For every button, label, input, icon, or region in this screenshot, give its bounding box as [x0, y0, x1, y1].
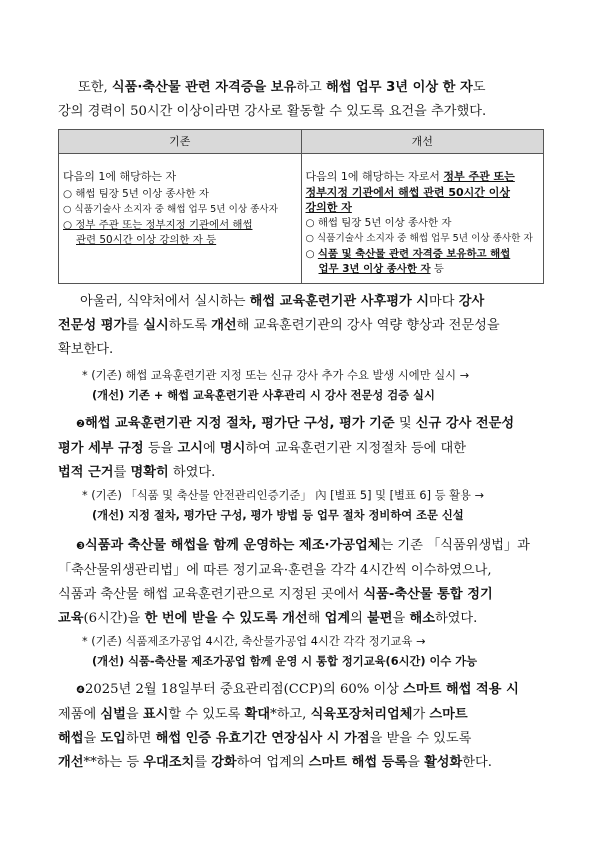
p5-bold: 표시	[142, 707, 169, 722]
p2-text: 확보한다.	[58, 342, 114, 357]
p5-bold: 해썹 인증 유효기간 연장심사 시 가점	[155, 731, 370, 746]
intro-line-2: 강의 경력이 50시간 이상이라면 강사로 활동할 수 있도록 요건을 추가했다.	[58, 104, 487, 119]
p5-bold: 도입	[100, 731, 126, 746]
p2-text: 아울러, 식약처에서 실시하는	[80, 294, 250, 309]
p5-text: 하면	[125, 731, 156, 746]
table-header-after: 개선	[301, 130, 544, 154]
after-title-bold: 정부 주관 또는	[443, 170, 515, 183]
p5-bold: 확대	[244, 707, 271, 722]
p2-bold: 실시	[143, 318, 169, 333]
p5-text: 제품에	[58, 707, 101, 722]
p3-bold: 법적 근거	[58, 465, 114, 480]
p3-text: 등을	[143, 441, 178, 456]
p4-bold: 해소	[409, 611, 435, 626]
p3-text: 및	[394, 416, 416, 431]
p4-text: 을	[392, 611, 410, 626]
p5-text: 하여 업계의	[236, 755, 309, 770]
note-line: (개선) 기존 + 해썹 교육훈련기관 사후관리 시 강사 전문성 검증 실시	[92, 389, 435, 402]
intro-bold: 식품·축산물 관련 자격증을 보유	[111, 80, 297, 95]
intro-bold: 해썹 업무 3년 이상 한 자	[325, 80, 473, 95]
p3-bold: 해썹 교육훈련기관 지정 절차, 평가단 구성, 평가 기준	[84, 416, 395, 431]
p4-bold: 불편	[367, 611, 393, 626]
paragraph-2	[58, 290, 544, 362]
table-header-before: 기존	[59, 130, 302, 154]
p4-bold: 한 번에 받을 수 있도록 개선	[144, 611, 308, 626]
note-3	[82, 632, 542, 672]
p3-text: 하였다.	[168, 465, 216, 480]
intro-text: 하고	[296, 80, 326, 95]
intro-paragraph	[58, 76, 544, 124]
p5-bold: 심벌	[100, 707, 126, 722]
p3-bold: 명시	[219, 441, 246, 456]
after-title-bold: 정부지정 기관에서 해썹 관련 50시간 이상	[305, 185, 510, 199]
paragraph-5	[58, 678, 544, 775]
p5-bold: 강화	[211, 755, 237, 770]
note-line: (개선) 식품-축산물 제조가공업 함께 운영 시 통합 정기교육(6시간) 이수 가능	[92, 655, 478, 668]
note-1	[82, 366, 542, 406]
note-line: * (기존) 해썹 교육훈련기관 지정 또는 신규 강사 추가 수요 발생 시에만 실시 →	[82, 369, 470, 382]
note-line: (개선) 지정 절차, 평가단 구성, 평가 방법 등 업무 절차 정비하여 조문 신설	[92, 509, 464, 522]
p5-text: *하고,	[270, 707, 311, 722]
before-item: ○ 해썹 팀장 5년 이상 종사한 자	[63, 187, 209, 200]
p5-text: 을	[83, 731, 101, 746]
p4-text: (6시간)을	[83, 611, 145, 626]
p5-text: 가	[412, 707, 430, 722]
p3-text: 하여 교육훈련기관 지정절차 등에 대한	[245, 441, 466, 456]
p2-bold: 전문성 평가	[58, 318, 127, 333]
p3-bold: 고시	[177, 441, 203, 456]
note-line: * (기존) 식품제조가공업 4시간, 축산물가공업 4시간 각각 정기교육 →	[82, 635, 426, 648]
p5-text: 를	[194, 755, 212, 770]
p2-bold: 해썹 교육훈련기관 사후평가 시	[249, 294, 430, 309]
p4-text: 하였다.	[434, 611, 478, 626]
after-item: ○	[305, 247, 318, 260]
p2-text: 하도록	[168, 318, 212, 333]
p2-bold: 개선	[211, 318, 237, 333]
after-item: ○ 식품기술사 소지자 중 해썹 업무 5년 이상 종사한 자	[305, 233, 533, 244]
p5-text: 을 받을 수 있도록	[369, 731, 472, 746]
before-item: ○ 식품기술사 소지자 중 해썹 업무 5년 이상 종사자	[63, 204, 278, 215]
p4-text: 의	[350, 611, 368, 626]
before-item: 관련 50시간 이상 강의한 자 등	[76, 234, 217, 246]
p2-bold: 강사	[458, 294, 485, 309]
p5-text: **하는 등	[83, 755, 144, 770]
number-marker: ❹	[76, 685, 85, 696]
p5-text: 한다.	[462, 755, 492, 770]
before-title: 다음의 1에 해당하는 자	[63, 170, 177, 183]
p3-bold: 신규 강사 전문성	[415, 416, 515, 431]
after-item: 등	[430, 263, 444, 275]
paragraph-3	[58, 412, 544, 485]
note-line: * (기존) 「식품 및 축산물 안전관리인증기준」 內 [별표 5] 및 [별표 6] 등 활용 →	[82, 489, 485, 502]
p5-bold: 활성화	[424, 755, 463, 770]
p5-text: 을	[407, 755, 425, 770]
before-item: ○ 정부 주관 또는 정부지정 기관에서 해썹	[63, 218, 253, 231]
table-cell-after	[301, 154, 544, 284]
p5-bold: 스마트 해썹 적용 시	[403, 682, 519, 697]
p2-text: 를	[126, 318, 144, 333]
p2-text: 해 교육훈련기관의 강사 역량 향상과 전문성을	[236, 318, 500, 333]
after-title-bold: 강의한 자	[305, 201, 352, 214]
p4-text: 「축산물위생관리법」에 따른 정기교육·훈련을 각각 4시간씩 이수하였으나,	[58, 563, 492, 578]
number-marker: ❸	[76, 541, 85, 552]
p4-bold: 식품과 축산물 해썹을 함께 운영하는 제조·가공업체	[84, 538, 381, 553]
p4-text: 해	[307, 611, 325, 626]
p3-text: 에	[202, 441, 220, 456]
paragraph-4	[58, 534, 544, 631]
intro-text: 도	[472, 80, 486, 95]
p5-bold: 개선	[58, 755, 84, 770]
after-item: ○ 해썹 팀장 5년 이상 종사한 자	[305, 216, 452, 229]
intro-text: 또한,	[78, 80, 112, 95]
p5-text: 할 수 있도록	[168, 707, 245, 722]
p5-text: 을	[125, 707, 143, 722]
p3-bold: 평가 세부 규정	[58, 441, 144, 456]
number-marker: ❷	[76, 419, 85, 430]
note-2	[82, 486, 542, 526]
p4-text: 식품과 축산물 해썹 교육훈련기관으로 지정된 곳에서	[58, 587, 364, 602]
p4-text: 는 기존 「식품위생법」과	[380, 538, 530, 553]
p5-bold: 우대조치	[143, 755, 195, 770]
p4-bold: 식품-축산물 통합 정기	[363, 587, 493, 602]
p4-bold: 업계	[324, 611, 351, 626]
after-title: 다음의 1에 해당하는 자로서	[305, 170, 444, 183]
after-item-bold: 식품 및 축산물 관련 자격증 보유하고 해썹	[317, 247, 511, 260]
p5-bold: 식육포장처리업체	[310, 707, 413, 722]
after-item-bold: 업무 3년 이상 종사한 자	[318, 263, 431, 275]
table-cell-before	[59, 154, 302, 284]
p2-text: 마다	[429, 294, 459, 309]
p5-bold: 해썹	[58, 731, 84, 746]
p3-text: 를	[113, 465, 131, 480]
comparison-table	[58, 129, 544, 284]
p4-bold: 교육	[58, 611, 84, 626]
p5-bold: 스마트	[429, 707, 468, 722]
p5-bold: 스마트 해썹 등록	[308, 755, 408, 770]
p3-bold: 명확히	[130, 465, 169, 480]
p5-text: 2025년 2월 18일부터 중요관리점(CCP)의 60% 이상	[84, 682, 404, 697]
